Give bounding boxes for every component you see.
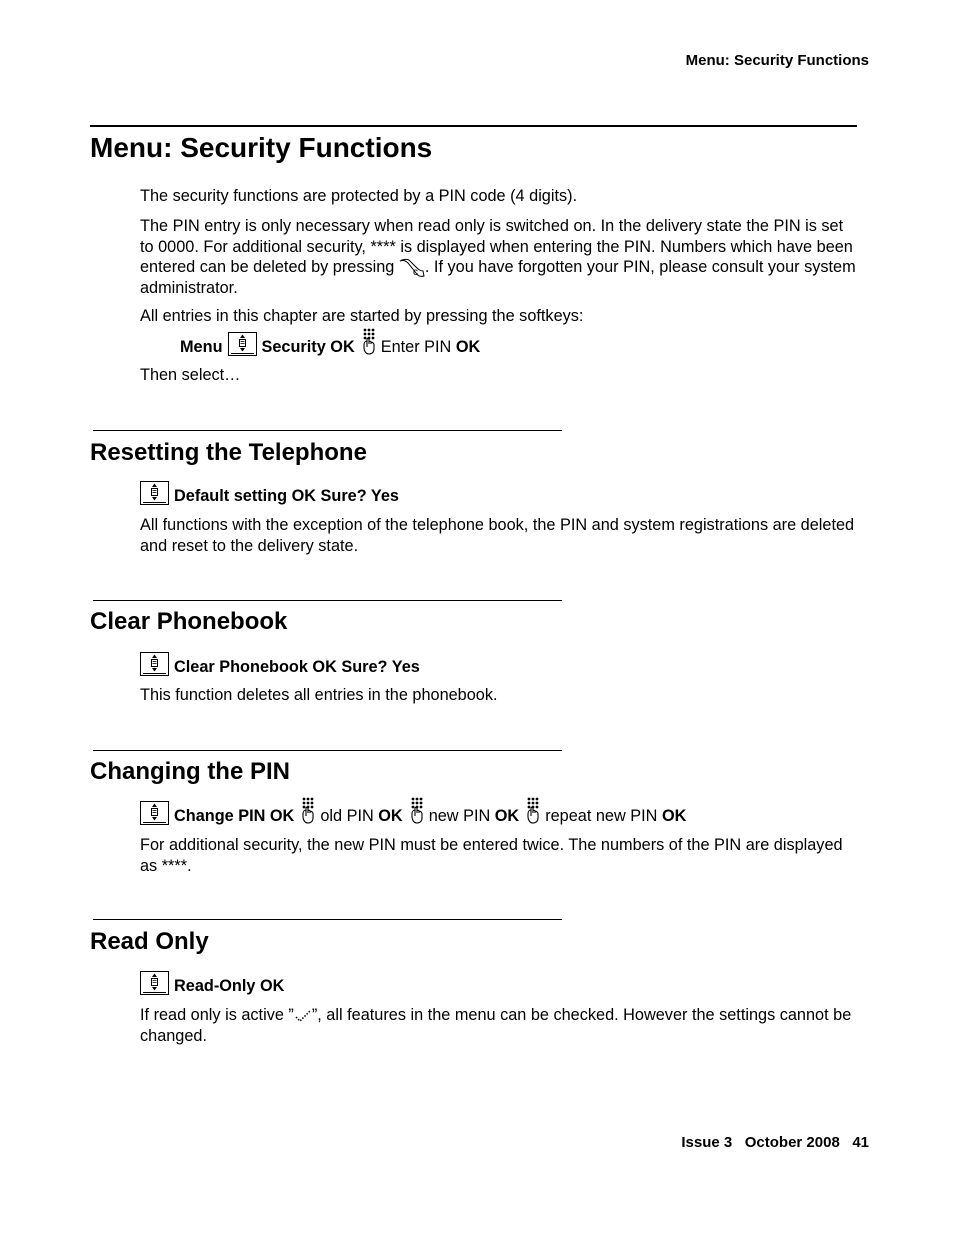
old-pin-label: old PIN <box>320 807 374 825</box>
section-heading-changing-pin: Changing the PIN <box>90 758 290 785</box>
navigation-key-icon <box>140 652 169 676</box>
command-text: Clear Phonebook OK Sure? Yes <box>174 658 420 676</box>
command-text: Default setting OK Sure? Yes <box>174 487 399 505</box>
command-default-setting <box>140 476 399 506</box>
navigation-key-icon <box>140 801 169 825</box>
navigation-key-icon <box>228 332 257 356</box>
section-heading-resetting: Resetting the Telephone <box>90 439 367 466</box>
command-text: Read-Only OK <box>174 977 285 995</box>
section-text: All functions with the exception of the telephone book, the PIN and system registrations are deleted and reset to the delivery state. <box>140 516 855 555</box>
keypad-icon <box>299 797 316 824</box>
clear-key-icon <box>399 258 425 278</box>
section-text: For additional security, the new PIN must be entered twice. The numbers of the PIN are displayed as ****. <box>140 836 843 875</box>
command-read-only <box>140 966 284 996</box>
section-rule <box>93 919 562 920</box>
ok-text: OK <box>661 807 687 825</box>
then-select-text: Then select… <box>140 366 241 384</box>
section-rule <box>93 430 562 431</box>
running-header: Menu: Security Functions <box>685 52 869 69</box>
footer-date: October 2008 <box>744 1134 840 1151</box>
section-text: This function deletes all entries in the phonebook. <box>140 686 498 704</box>
security-ok-softkey: Security OK <box>261 338 355 356</box>
command-clear-phonebook <box>140 647 420 677</box>
page-title: Menu: Security Functions <box>90 132 433 163</box>
softkey-sequence <box>180 327 480 357</box>
section-text <box>140 1005 860 1046</box>
navigation-key-icon <box>140 481 169 505</box>
read-only-text-a: If read only is active ” <box>140 1006 294 1024</box>
ok-text: OK <box>378 807 403 825</box>
repeat-new-pin-label: repeat new PIN <box>545 807 658 825</box>
intro-paragraph-2-text-a: The PIN entry is only necessary when read only is switched on. In the delivery state the PIN is set to 0000. For additional security, **** is displayed when entering the PIN. Numbers which have been entered can be deleted by pressing <box>140 217 853 276</box>
section-heading-read-only: Read Only <box>90 928 209 955</box>
intro-paragraph-1: The security functions are protected by a PIN code (4 digits). <box>140 187 578 205</box>
keypad-icon <box>408 797 425 824</box>
footer-issue: Issue 3 <box>681 1134 733 1151</box>
menu-softkey: Menu <box>180 338 223 356</box>
title-rule <box>90 125 857 127</box>
keypad-icon <box>360 328 377 355</box>
section-rule <box>93 750 562 751</box>
page-footer <box>681 1134 869 1151</box>
checkmark-icon <box>294 1010 312 1022</box>
section-heading-clear-phonebook: Clear Phonebook <box>90 608 288 635</box>
page-number: 41 <box>852 1134 869 1151</box>
change-pin-ok-text: Change PIN OK <box>174 807 295 825</box>
ok-softkey: OK <box>455 338 481 356</box>
intro-paragraph-2 <box>140 216 860 299</box>
section-rule <box>93 600 562 601</box>
ok-text: OK <box>494 807 520 825</box>
read-only-text-b: ”, all features in the menu can be checked. However the settings cannot be changed. <box>140 1006 852 1045</box>
intro-paragraph-2-text-b: . If you have forgotten your PIN, please consult your system administrator. <box>140 258 856 297</box>
new-pin-label: new PIN <box>428 807 491 825</box>
command-change-pin <box>140 796 686 826</box>
intro-paragraph-3: All entries in this chapter are started by pressing the softkeys: <box>140 307 584 325</box>
keypad-icon <box>524 797 541 824</box>
navigation-key-icon <box>140 971 169 995</box>
enter-pin-label: Enter PIN <box>380 338 452 356</box>
